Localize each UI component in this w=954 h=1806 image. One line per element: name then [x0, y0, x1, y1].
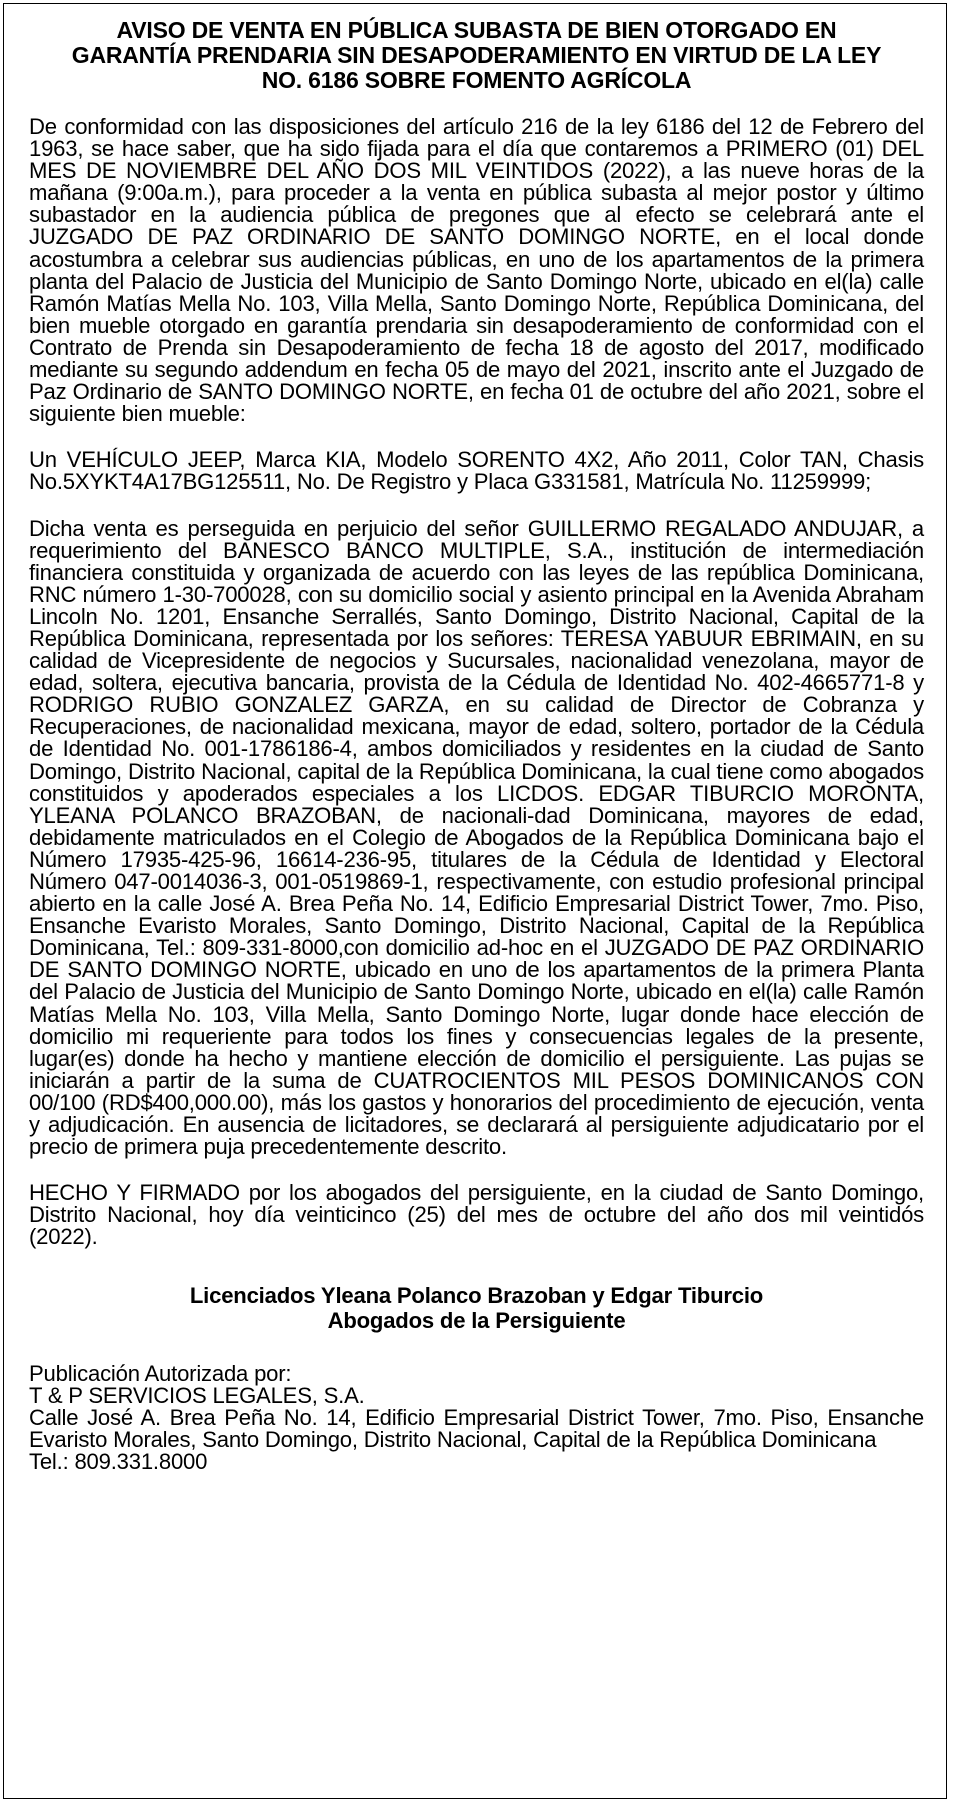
paragraph-auction-notice: De conformidad con las disposiciones del artículo 216 de la ley 6186 del 12 de Febrero del 1963, se hace saber, que ha sido fijada para el día que contaremos a PRIMERO (01) DEL MES DE NOVIEMBRE DEL AÑO DOS MIL VEINTIDOS (2022), a las nueve horas de la mañana (9:00a.m.), para proceder a la venta en pública subasta al mejor postor y último subastador en la audiencia pública de pregones que al efecto se celebrará ante el JUZGADO DE PAZ ORDINARIO DE SANTO DOMINGO NORTE, en el local donde acostumbra a celebrar sus audiencias públicas, en uno de los apartamentos de la primera planta del Palacio de Justicia del Municipio de Santo Domingo Norte, ubicado en el(la) calle Ramón Matías Mella No. 103, Villa Mella, Santo Domingo Norte, República Dominicana, del bien mueble otorgado en garantía prendaria sin desapoderamiento de conformidad con el Contrato de Prenda sin Desapoderamiento de fecha 18 de agosto del 2017, modificado mediante su segundo addendum en fecha 05 de mayo del 2021, inscrito ante el Juzgado de Paz Ordinario de SANTO DOMINGO NORTE, en fecha 01 de octubre del año 2021, sobre el siguiente bien mueble:: [29, 114, 924, 427]
paragraph-vehicle-description: Un VEHÍCULO JEEP, Marca KIA, Modelo SORENTO 4X2, Año 2011, Color TAN, Chasis No.5XYKT4A17BG125511, No. De Registro y Placa G331581, Matrícula No. 11259999;: [29, 447, 924, 495]
notice-content: [29, 18, 924, 1473]
title-line-1: AVISO DE VENTA EN PÚBLICA SUBASTA DE BIEN OTORGADO EN: [116, 17, 837, 43]
notice-title: [29, 18, 924, 93]
footer-authorized-by: Publicación Autorizada por:: [29, 1360, 292, 1386]
publication-footer: [29, 1360, 924, 1474]
signature-line-2: Abogados de la Persiguiente: [327, 1307, 626, 1333]
paragraph-parties: Dicha venta es perseguida en perjuicio del señor GUILLERMO REGALADO ANDUJAR, a requerimiento del BANESCO BANCO MULTIPLE, S.A., institución de intermediación financiera constituida y organizada de acuerdo con las leyes de las república Dominicana, RNC número 1-30-700028, con su domicilio social y asiento principal en la Avenida Abraham Lincoln No. 1201, Ensanche Serrallés, Santo Domingo, Distrito Nacional, Capital de la República Dominicana, representada por los señores: TERESA YABUUR EBRIMAIN, en su calidad de Vicepresidente de negocios y Sucursales, nacionalidad venezolana, mayor de edad, soltera, ejecutiva bancaria, provista de la Cédula de Identidad No. 402-4665771-8 y RODRIGO RUBIO GONZALEZ GARZA, en su calidad de Director de Cobranza y Recuperaciones, de nacionalidad mexicana, mayor de edad, soltero, portador de la Cédula de Identidad No. 001-1786186-4, ambos domiciliados y residentes en la ciudad de Santo Domingo, Distrito Nacional, capital de la República Dominicana, la cual tiene como abogados constituidos y apoderados especiales a los LICDOS. EDGAR TIBURCIO MORONTA, YLEANA POLANCO BRAZOBAN, de nacionali-dad Dominicana, mayores de edad, debidamente matriculados en el Colegio de Abogados de la República Dominicana bajo el Número 17935-425-96, 16614-236-95, titulares de la Cédula de Identidad y Electoral Número 047-0014036-3, 001-0519869-1, respectivamente, con estudio profesional principal abierto en la calle José A. Brea Peña No. 14, Edificio Empresarial District Tower, 7mo. Piso, Ensanche Evaristo Morales, Santo Domingo, Distrito Nacional, Capital de la República Dominicana, Tel.: 809-331-8000,con domicilio ad-hoc en el JUZGADO DE PAZ ORDINARIO DE SANTO DOMINGO NORTE, ubicado en uno de los apartamentos de la primera Planta del Palacio de Justicia del Municipio de Santo Domingo Norte, ubicado en el(la) calle Ramón Matías Mella No. 103, Villa Mella, Santo Domingo Norte, lugar donde hace elección de domicilio mi requeriente para todos los fines y consecuencias legales de la presente, lugar(es) donde ha hecho y mantiene elección de domicilio el persiguiente. Las pujas se iniciarán a partir de la suma de CUATROCIENTOS MIL PESOS DOMINICANOS CON 00/100 (RD$400,000.00), más los gastos y honorarios del procedimiento de ejecución, venta y adjudicación. En ausencia de licitadores, se declarará al persiguiente adjudicatario por el precio de primera puja precedentemente descrito.: [29, 515, 924, 1160]
paragraph-signed: HECHO Y FIRMADO por los abogados del persiguiente, en la ciudad de Santo Domingo, Distrito Nacional, hoy día veinticinco (25) del mes de octubre del año dos mil veintidós (2022).: [29, 1180, 924, 1250]
footer-company: T & P SERVICIOS LEGALES, S.A.: [29, 1382, 365, 1408]
notice-frame: [3, 3, 947, 1799]
footer-address: Calle José A. Brea Peña No. 14, Edificio Empresarial District Tower, 7mo. Piso, Ensanche Evaristo Morales, Santo Domingo, Distrito Nacional, Capital de la República Dominicana: [29, 1404, 924, 1452]
signature-block: [29, 1283, 924, 1333]
title-line-2: GARANTÍA PRENDARIA SIN DESAPODERAMIENTO EN VIRTUD DE LA LEY: [71, 42, 882, 68]
signature-line-1: Licenciados Yleana Polanco Brazoban y Edgar Tiburcio: [189, 1282, 764, 1308]
footer-phone: Tel.: 809.331.8000: [29, 1448, 208, 1474]
title-line-3: NO. 6186 SOBRE FOMENTO AGRÍCOLA: [261, 67, 692, 93]
